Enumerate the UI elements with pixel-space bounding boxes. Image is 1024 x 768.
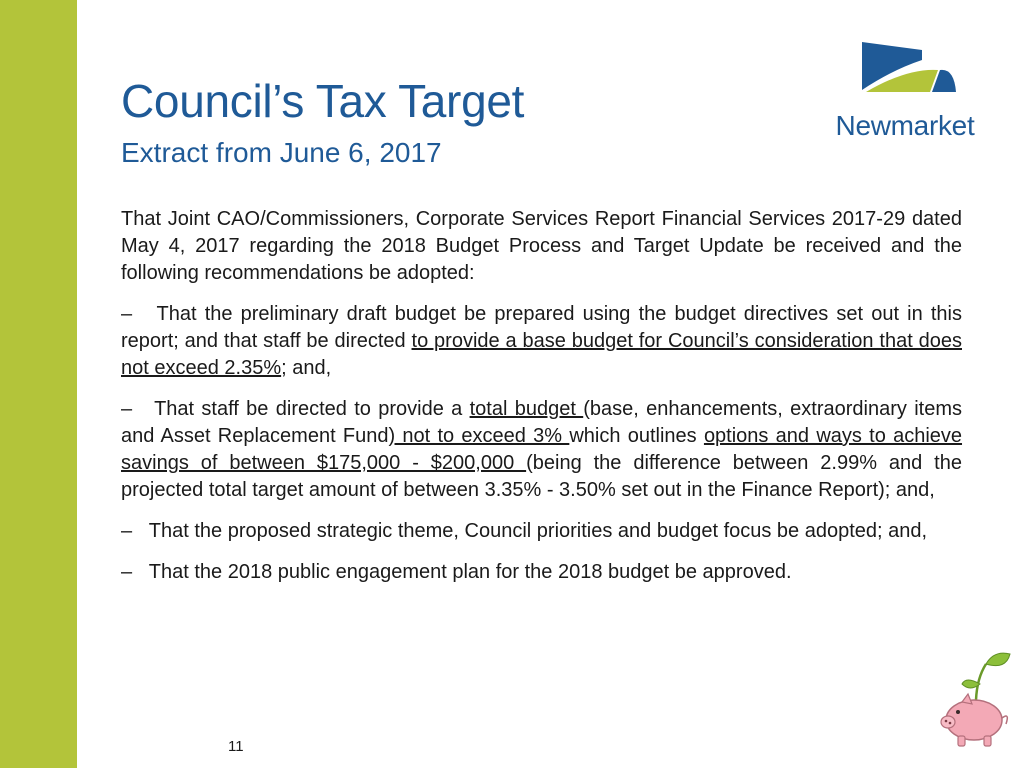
slide-title: Council’s Tax Target (121, 75, 525, 127)
underlined-text: to provide a base budget for Council’s consideration that does not exceed 2.35% (121, 330, 962, 379)
item-text: (base, enhancements, extraordinary items and Asset Replacement Fund (121, 398, 963, 447)
item-text: ; and, (281, 357, 332, 379)
page-number: 11 (228, 738, 244, 755)
side-accent-bar (0, 0, 77, 768)
item-text: That the proposed strategic theme, Council priorities and budget focus be adopted; and, (148, 520, 928, 542)
list-item (121, 559, 962, 586)
list-item (121, 518, 962, 545)
newmarket-logo-icon (822, 40, 988, 115)
dash-bullet: – (121, 398, 133, 420)
list-item (121, 396, 962, 504)
item-text: That staff be directed to provide a (154, 398, 470, 420)
underlined-text: total budget (469, 398, 584, 420)
underlined-text: options and ways to achieve savings of between $175,000 - $200,000 (121, 425, 963, 474)
newmarket-logo (822, 40, 988, 150)
dash-bullet: – (121, 561, 133, 583)
list-item (121, 301, 962, 382)
item-text: That the preliminary draft budget be prepared using the budget directives set out in this report; and that staff be directed (121, 303, 962, 352)
item-text: That the 2018 public engagement plan for the 2018 budget be approved. (148, 561, 792, 583)
slide-subtitle: Extract from June 6, 2017 (121, 137, 442, 168)
item-text: (being the difference between 2.99% and the projected total target amount of between 3.35% - 3.50% set out in the Finance Report); and, (121, 452, 962, 501)
slide-body (121, 206, 962, 600)
intro-paragraph: That Joint CAO/Commissioners, Corporate Services Report Financial Services 2017-29 dated May 4, 2017 regarding the 2018 Budget Process and Target Update be received and the following recommendations be adopted: (121, 208, 962, 284)
dash-bullet: – (121, 303, 133, 325)
dash-bullet: – (121, 520, 133, 542)
underlined-text: ) not to exceed 3% (388, 425, 570, 447)
logo-wordmark: Newmarket (835, 110, 975, 141)
item-text: which outlines (569, 425, 704, 447)
piggy-bank-sprout-icon (936, 648, 1014, 748)
